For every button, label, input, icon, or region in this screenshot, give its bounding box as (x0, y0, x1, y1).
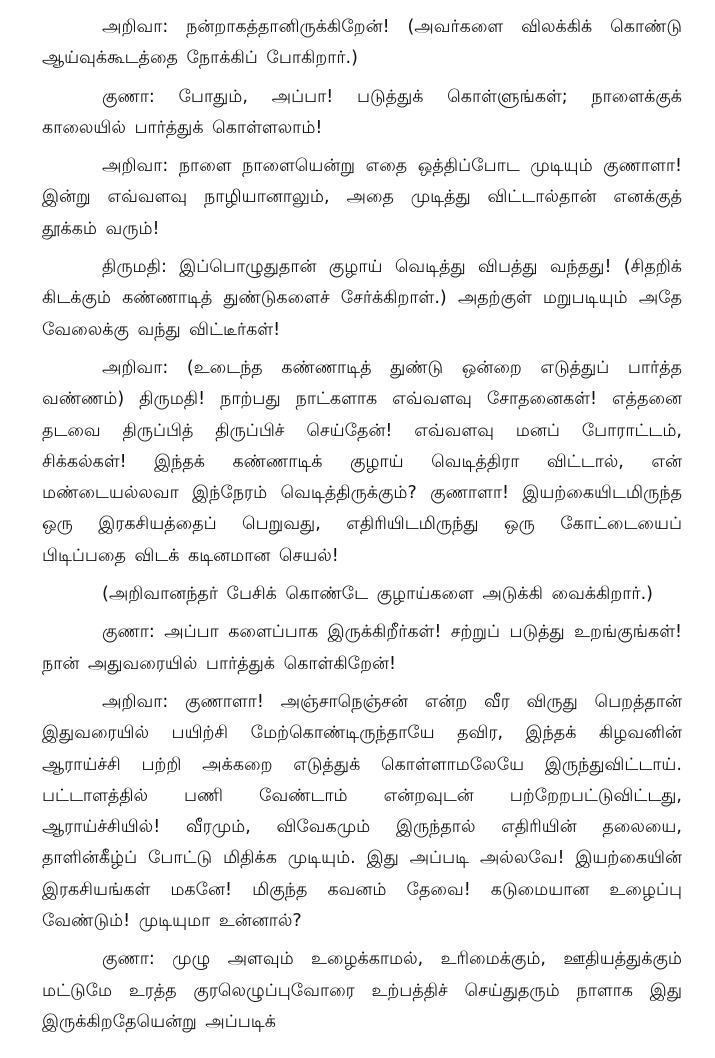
paragraph-arivaa-secrets: அறிவா: குணாளா! அஞ்சாநெஞ்சன் என்ற வீர விருது பெறத்தான் இதுவரையில் பயிற்சி மேற்கொண்டிருந்தாயே தவிர, இந்தக் கிழவனின் ஆராய்ச்சி பற்றி அக்கறை எடுத்துக் கொள்ளாமலேயே இருந்துவிட்டாய். பட்டாளத்தில் பணி வேண்டாம் என்றவுடன் பற்றேறபட்டுவிட்டது, ஆராய்ச்சியில்! வீரமும், விவேகமும் இருந்தால் எதிரியின் தலையை, தாளின்கீழ்ப் போட்டு மிதிக்க முடியும். இது அப்படி அல்லவே! இயற்கையின் இரகசியங்கள் மகனே! மிகுந்த கவனம் தேவை! கடுமையான உழைப்பு வேண்டும்! முடியுமா உன்னால்? (42, 691, 682, 932)
paragraph-thirumathi-accident: திருமதி: இப்பொழுதுதான் குழாய் வெடித்து விபத்து வந்தது! (சிதறிக் கிடக்கும் கண்ணாடித் துண்டுகளைச் சேர்க்கிறாள்.) அதற்குள் மறுபடியும் அதே வேலைக்கு வந்து விட்டீர்கள்! (42, 257, 682, 340)
paragraph-gunaa-rest: குணா: போதும், அப்பா! படுத்துக் கொள்ளுங்கள்; நாளைக்குக் காலையில் பார்த்துக் கொள்ளலாம்! (42, 86, 682, 138)
paragraph-arivaa-experiments: அறிவா: (உடைந்த கண்ணாடித் துண்டு ஒன்றை எடுத்துப் பார்த்த வண்ணம்) திருமதி! நாற்பது நாட்களாக எவ்வளவு சோதனைகள்! எத்தனை தடவை திருப்பித் திருப்பிச் செய்தேன்! எவ்வளவு மனப் போராட்டம், சிக்கல்கள்! இந்தக் கண்ணாடிக் குழாய் வெடித்திரா விட்டால், என் மண்டையல்லவா இந்நேரம் வெடித்திருக்கும்? குணாளா! இயற்கையிடமிருந்த ஒரு இரகசியத்தைப் பெறுவது, எதிரியிடமிருந்து ஒரு கோட்டையைப் பிடிப்பதை விடக் கடினமான செயல்! (42, 357, 682, 566)
document-page (42, 12, 682, 1045)
paragraph-gunaa-labour: குணா: முழு அளவும் உழைக்காமல், உரிமைக்கும், ஊதியத்துக்கும் மட்டுமே உரத்த குரலெழுப்புவோரை உற்பத்திச் செய்துதரும் நாளாக இது இருக்கிறதேயென்று அப்படிக் (42, 949, 682, 1032)
stage-direction: (அறிவானந்தர் பேசிக் கொண்டே குழாய்களை அடுக்கி வைக்கிறார்.) (102, 584, 653, 605)
paragraph-gunaa-tired: குணா: அப்பா களைப்பாக இருக்கிறீர்கள்! சற்றுப் படுத்து உறங்குங்கள்! நான் அதுவரையில் பார்த்துக் கொள்கிறேன்! (42, 622, 682, 674)
paragraph-arivaa-tomorrow: அறிவா: நாளை நாளையென்று எதை ஒத்திப்போட முடியும் குணாளா! இன்று எவ்வளவு நாழியானாலும், அதை முடித்து விட்டால்தான் எனக்குத் தூக்கம் வரும்! (42, 156, 682, 239)
paragraph-arivaa-reply: அறிவா: நன்றாகத்தானிருக்கிறேன்! (அவர்களை விலக்கிக் கொண்டு ஆய்வுக்கூடத்தை நோக்கிப் போகிறார்.) (42, 17, 682, 69)
